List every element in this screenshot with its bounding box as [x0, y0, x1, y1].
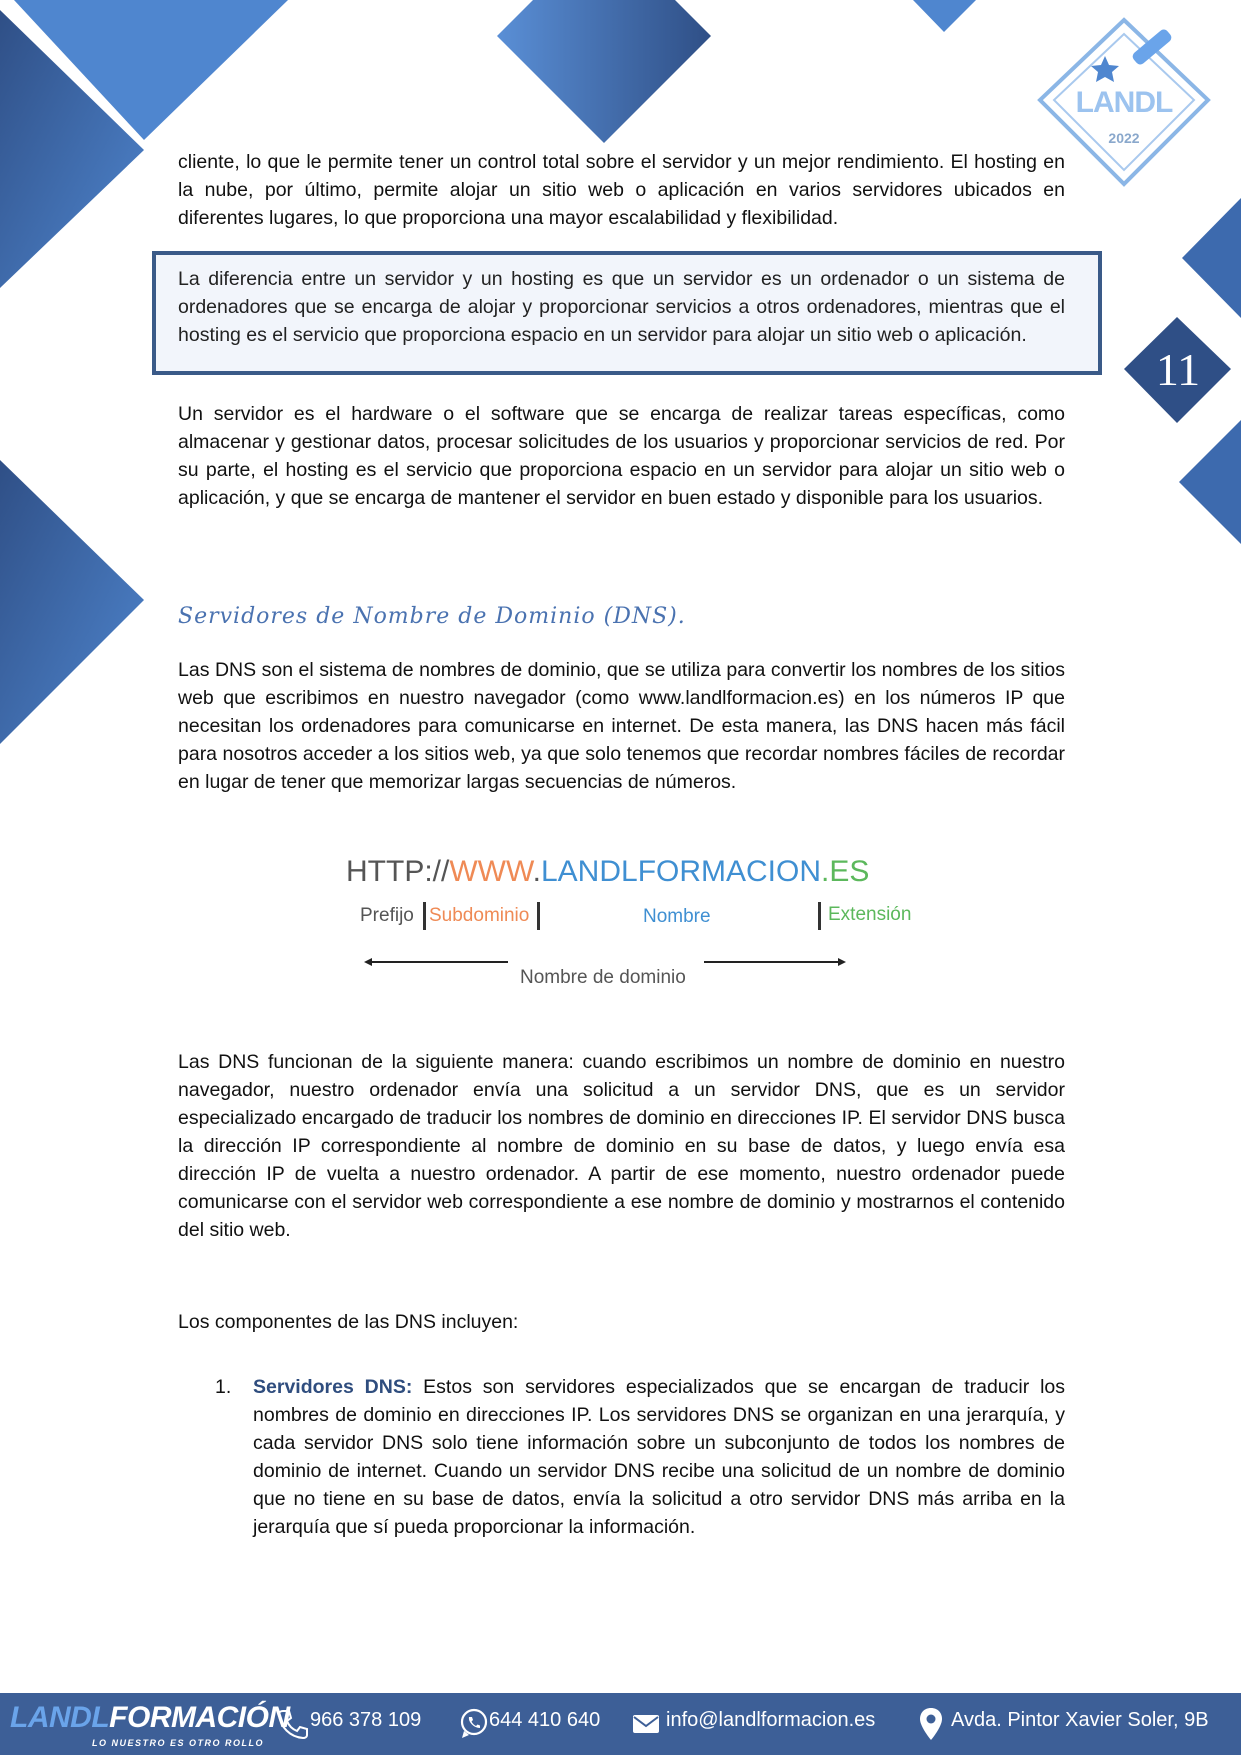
dns-intro-text: Las DNS son el sistema de nombres de dominio, que se utiliza para convertir los nombres de los sitios web que escribimos en nuestro navegador (como www.landlformacion.es) en los números IP que necesitan los ordenadores para comunicarse en internet. De esta manera, las DNS hacen más fácil para nosotros acceder a los sitios web, ya que solo tenemos que recordar nombres fáciles de recordar en lugar de tener que memorizar largas secuencias de números. — [178, 659, 1065, 793]
phone-icon — [276, 1707, 310, 1741]
location-pin-icon — [918, 1706, 944, 1742]
servidor-hosting-paragraph — [178, 400, 1065, 512]
list-term: Servidores DNS: — [253, 1376, 413, 1398]
label-prefijo: Prefijo — [360, 905, 414, 926]
footer-whatsapp[interactable]: 644 410 640 — [489, 1709, 601, 1731]
intro-paragraph — [178, 148, 1065, 232]
whatsapp-icon — [459, 1707, 489, 1739]
footer-address: Avda. Pintor Xavier Soler, 9B — [951, 1709, 1209, 1731]
footer-tagline: LO NUESTRO ES OTRO ROLLO — [92, 1738, 265, 1748]
intro-text: cliente, lo que le permite tener un control total sobre el servidor y un mejor rendimiento. El hosting en la nube, por último, permite alojar un sitio web o aplicación en varios servidores ubicados en diferentes lugares, lo que proporciona una mayor escalabilidad y flexibilidad. — [178, 151, 1065, 229]
componentes-paragraph — [178, 1308, 1065, 1336]
domain-name-diagram — [340, 855, 940, 995]
dns-intro-paragraph — [178, 656, 1065, 796]
label-extension: Extensión — [828, 904, 912, 925]
dns-funcionamiento-text: Las DNS funcionan de la siguiente manera: cuando escribimos un nombre de dominio en nuestro navegador, nuestro ordenador envía una solicitud a un servidor DNS, que es un servidor especializado encargado de traducir los nombres de dominio en direcciones IP. El servidor DNS busca la dirección IP correspondiente al nombre de dominio en su base de datos, y luego envía esa dirección IP de vuelta a nuestro ordenador. A partir de ese momento, nuestro ordenador puede comunicarse con el servidor web correspondiente a ese nombre de dominio y mostrarnos el contenido del sitio web. — [178, 1051, 1065, 1241]
top-small-triangle — [913, 0, 976, 32]
footer-bar — [0, 1693, 1241, 1755]
url-part-dot: . — [532, 855, 541, 888]
divider-1 — [423, 902, 426, 930]
url-part-prefix: HTTP:// — [346, 855, 450, 888]
domain-url — [346, 855, 869, 889]
page-number: 11 — [1155, 344, 1201, 395]
footer-logo-part2: FORMACIÓN — [109, 1701, 290, 1734]
footer-email[interactable]: info@landlformacion.es — [666, 1709, 876, 1731]
list-text: Estos son servidores especializados que se encargan de traducir los nombres de dominio en direcciones IP. Los servidores DNS se organizan en una jerarquía, y cada servidor DNS solo tiene información sobre un subconjunto de todos los nombres de dominio de internet. Cuando un servidor DNS recibe una solicitud de un nombre de dominio que no tiene en su base de datos, envía la solicitud a otro servidor DNS más arriba en la jerarquía que sí pueda proporcionar la información. — [253, 1376, 1065, 1538]
mail-icon — [632, 1713, 660, 1735]
divider-2 — [537, 902, 540, 930]
footer-logo — [10, 1701, 290, 1735]
callout-text: La diferencia entre un servidor y un hosting es que un servidor es un ordenador o un sistema de ordenadores que se encarga de alojar y proporcionar servicios a otros ordenadores, mientras que el hosting es el servicio que proporciona espacio en un servidor para alojar un sitio web o aplicación. — [178, 268, 1065, 346]
right-triangle-1 — [1182, 198, 1241, 318]
badge-text: LANDL — [1075, 86, 1173, 119]
section-heading-dns: Servidores de Nombre de Dominio (DNS). — [178, 604, 686, 629]
list-number: 1. — [215, 1376, 232, 1398]
badge-year: 2022 — [1108, 130, 1140, 146]
url-part-extension: .ES — [821, 855, 870, 888]
top-diamond — [497, 0, 711, 143]
url-part-name: LANDLFORMACION — [540, 855, 822, 888]
footer-phone[interactable]: 966 378 109 — [310, 1709, 422, 1731]
componentes-text: Los componentes de las DNS incluyen: — [178, 1311, 519, 1333]
list-body — [253, 1373, 1065, 1541]
label-nombre-de-dominio: Nombre de dominio — [520, 967, 686, 988]
left-triangle-mid — [0, 460, 144, 744]
label-nombre: Nombre — [643, 906, 711, 927]
callout-box — [152, 251, 1102, 375]
servidor-hosting-text: Un servidor es el hardware o el software que se encarga de realizar tareas específicas, como almacenar y gestionar datos, procesar solicitudes de los usuarios y proporcionar servicios de red. Por su parte, el hosting es el servicio que proporciona espacio en un servidor para alojar un sitio web o aplicación, y que se encarga de mantener el servidor en buen estado y disponible para los usuarios. — [178, 403, 1065, 509]
divider-3 — [818, 902, 821, 930]
label-subdominio: Subdominio — [429, 905, 530, 926]
right-triangle-2 — [1179, 420, 1241, 544]
url-part-subdomain: WWW — [449, 855, 533, 888]
dns-funcionamiento-paragraph — [178, 1048, 1065, 1244]
footer-logo-part1: LANDL — [10, 1701, 110, 1734]
